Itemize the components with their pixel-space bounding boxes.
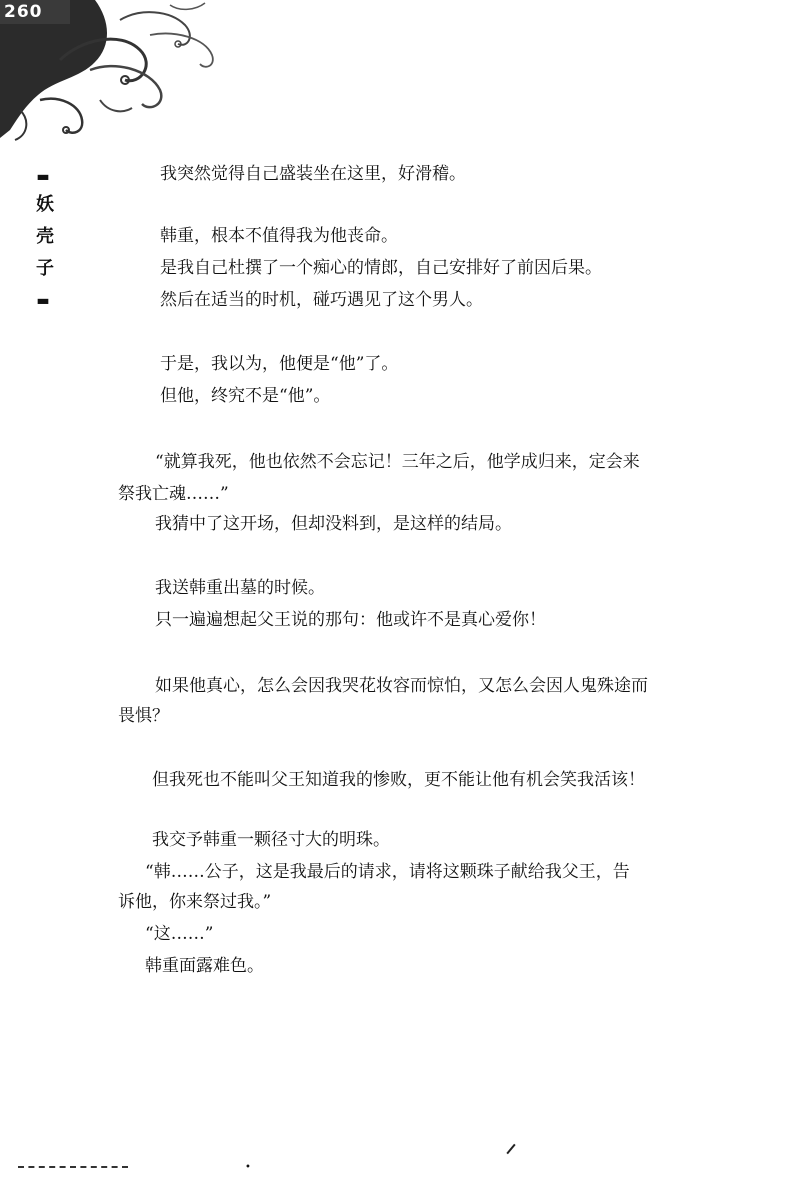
text-line: 韩重面露难色。	[145, 956, 264, 976]
title-bracket-bottom: ▬	[36, 293, 50, 309]
text-line: 我猜中了这开场，但却没料到，是这样的结局。	[155, 514, 512, 534]
text-line: “这……”	[145, 924, 214, 944]
footer-dashed-rule	[18, 1166, 128, 1170]
text-line: “韩……公子，这是我最后的请求，请将这颗珠子献给我父王，告	[145, 862, 630, 882]
text-line: 只一遍遍想起父王说的那句：他或许不是真心爱你！	[155, 610, 546, 630]
text-line: 我送韩重出墓的时候。	[155, 578, 325, 598]
text-line: 然后在适当的时机，碰巧遇见了这个男人。	[160, 290, 483, 310]
text-line: 祭我亡魂……”	[118, 484, 229, 504]
text-line: 但我死也不能叫父王知道我的惨败，更不能让他有机会笑我活该！	[152, 770, 645, 790]
footer-dot: •	[245, 1162, 251, 1173]
page-number: 260	[4, 2, 43, 22]
text-line: 但他，终究不是“他”。	[160, 386, 331, 406]
title-bracket-top: ▬	[36, 169, 50, 185]
text-line: 是我自己杜撰了一个痴心的情郎，自己安排好了前因后果。	[160, 258, 602, 278]
text-line: 畏惧？	[118, 706, 169, 726]
text-line: 诉他，你来祭过我。”	[118, 892, 272, 912]
text-line: “就算我死，他也依然不会忘记！三年之后，他学成归来，定会来	[155, 452, 640, 472]
text-line: 韩重，根本不值得我为他丧命。	[160, 226, 398, 246]
text-line: 我交予韩重一颗径寸大的明珠。	[152, 830, 390, 850]
book-title-vertical: 妖壳子	[33, 194, 54, 290]
text-line: 我突然觉得自己盛装坐在这里，好滑稽。	[160, 164, 466, 184]
text-line: 于是，我以为，他便是“他”了。	[160, 354, 399, 374]
text-line: 如果他真心，怎么会因我哭花妆容而惊怕，又怎么会因人鬼殊途而	[155, 676, 648, 696]
